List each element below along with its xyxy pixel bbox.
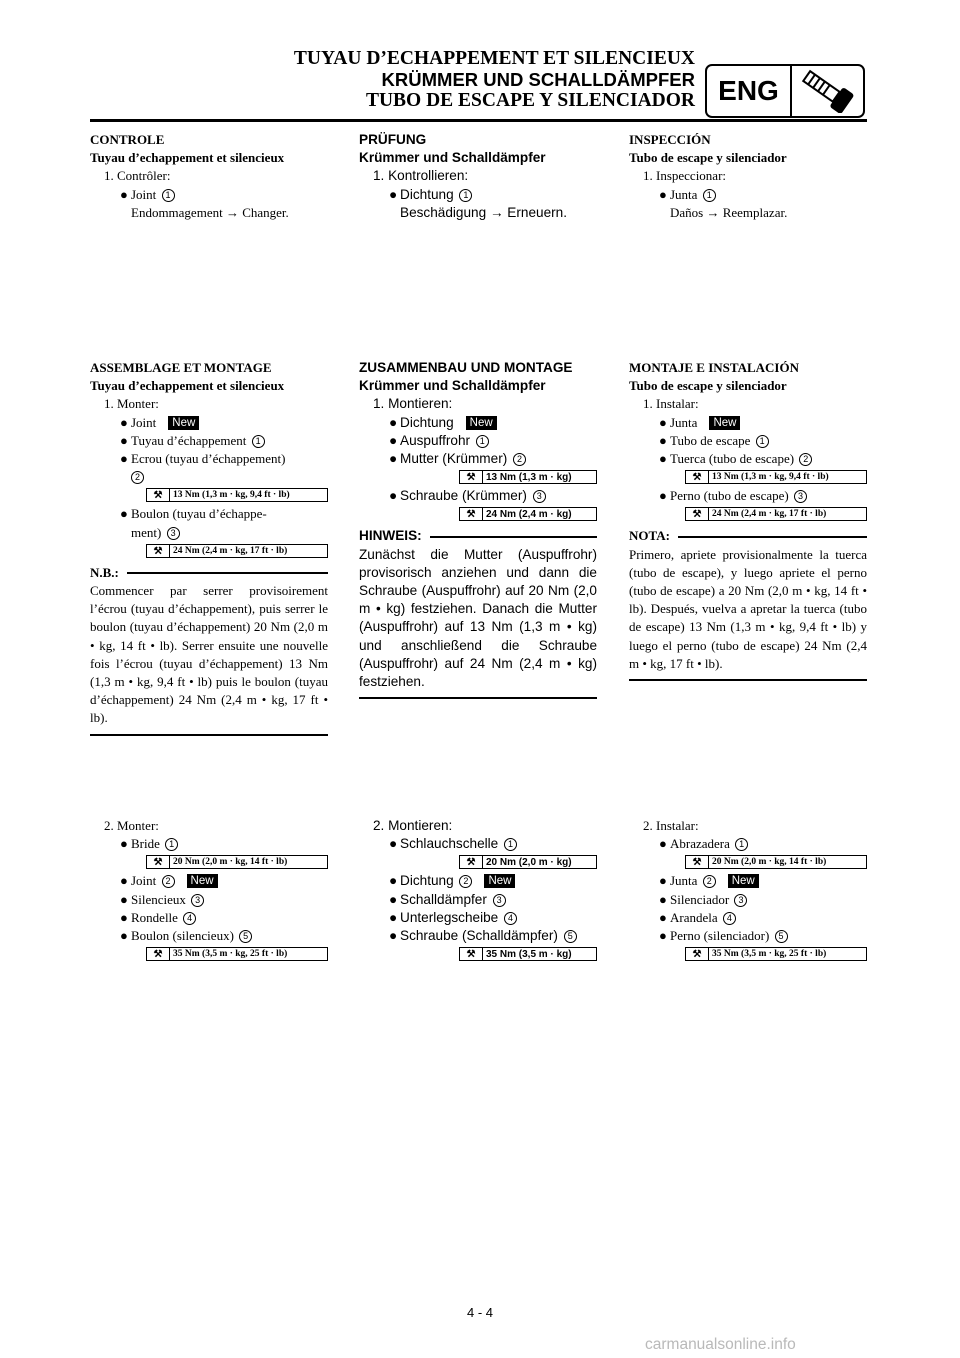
- detail: Daños → Reemplazar.: [670, 204, 788, 220]
- list-item: ● Schlauchschelle 1: [359, 835, 597, 853]
- new-badge: New: [728, 874, 759, 888]
- section-title: ASSEMBLAGE ET MONTAGE: [90, 360, 272, 375]
- section-title: CONTROLE: [90, 132, 165, 147]
- new-badge: New: [168, 416, 199, 430]
- list-item: ● Arandela 4: [629, 909, 867, 927]
- list-item: ● Perno (tubo de escape) 3: [629, 487, 867, 505]
- list-item-cont: ment) 3: [90, 524, 328, 542]
- torque-spec: ⚒ 13 Nm (1,3 m · kg): [459, 470, 597, 484]
- list-item: ● Junta 1: [629, 186, 867, 204]
- section-badge: [705, 64, 865, 118]
- note-end-rule: [90, 734, 328, 736]
- es-montaje: [629, 359, 867, 681]
- wrench-icon: ⚒: [147, 489, 170, 501]
- list-item: ● Schraube (Schalldämpfer) 5: [359, 927, 597, 945]
- list-item: ● Joint New: [90, 414, 328, 432]
- detail: Endommagement → Changer.: [131, 204, 289, 220]
- note-text: Primero, apriete provisionalmente la tuerca (tubo de escape), y luego apriete el perno (tubo de escape) a 20 Nm (2,0 m • kg, 14 ft • lb). Después, vuelva a apretar la tuerca (tubo de escape) 13 Nm (1,3 m • kg, 9,4 ft • lb) y luego el perno (tubo de escape) 24 Nm (2,4 m • kg, 17 ft • lb).: [629, 546, 867, 671]
- new-badge: New: [484, 874, 515, 888]
- torque-spec: ⚒ 20 Nm (2,0 m · kg): [459, 855, 597, 869]
- step: 1. Contrôler:: [104, 168, 171, 184]
- new-badge: New: [187, 874, 218, 888]
- note-header: NOTA:: [629, 527, 867, 545]
- list-item: ● Dichtung 1: [359, 186, 597, 204]
- wrench-icon: ⚒: [147, 545, 170, 557]
- list-item: ● Tuyau d’échappement 1: [90, 432, 328, 450]
- section-subtitle: Tuyau d’echappement et silencieux: [90, 378, 285, 394]
- torque-spec: ⚒ 35 Nm (3,5 m · kg, 25 ft · lb): [146, 947, 328, 961]
- torque-spec: ⚒ 20 Nm (2,0 m · kg, 14 ft · lb): [146, 855, 328, 869]
- page-header: [120, 48, 695, 111]
- header-rule: [90, 119, 867, 122]
- es-inspeccion: [629, 131, 867, 222]
- section-title: PRÜFUNG: [359, 132, 427, 147]
- torque-spec: ⚒ 13 Nm (1,3 m · kg, 9,4 ft · lb): [146, 488, 328, 502]
- list-item: ● Silenciador 3: [629, 891, 867, 909]
- watermark: carmanualsonline.info: [645, 1336, 796, 1353]
- page-number: 4 - 4: [466, 1305, 493, 1320]
- fr-assemblage: [90, 359, 328, 736]
- eng-label: ENG: [707, 66, 792, 116]
- wrench-icon: ⚒: [686, 948, 709, 960]
- note-end-rule: [629, 679, 867, 681]
- list-item: ● Rondelle 4: [90, 909, 328, 927]
- section-title: ZUSAMMENBAU UND MONTAGE: [359, 360, 573, 375]
- wrench-icon: ⚒: [147, 856, 170, 868]
- de-zusammenbau: [359, 359, 597, 699]
- section-subtitle: Tuyau d’echappement et silencieux: [90, 150, 285, 166]
- note-text: Zunächst die Mutter (Auspuffrohr) provisorisch anziehen und dann die Schraube (Auspuffrohr) auf 20 Nm (2,0 m • kg) festziehen. Danach die Mutter (Auspuffrohr) auf 13 Nm (1,3 m • kg) und anschließend die Schraube (Auspuffrohr) auf 24 Nm (2,4 m • kg) festziehen.: [359, 546, 597, 690]
- de-pruefung: [359, 131, 597, 222]
- fr-monter-2: [90, 817, 328, 964]
- step: 1. Monter:: [104, 396, 159, 412]
- step: 2. Monter:: [104, 818, 159, 833]
- section-subtitle: Krümmer und Schalldämpfer: [359, 150, 546, 166]
- torque-spec: ⚒ 24 Nm (2,4 m · kg, 17 ft · lb): [146, 544, 328, 558]
- section-subtitle: Tubo de escape y silenciador: [629, 378, 787, 394]
- step: 1. Instalar:: [643, 396, 699, 412]
- section-subtitle: Krümmer und Schalldämpfer: [359, 378, 546, 394]
- list-item: ● Tuerca (tubo de escape) 2: [629, 450, 867, 468]
- torque-spec: ⚒ 20 Nm (2,0 m · kg, 14 ft · lb): [685, 855, 867, 869]
- list-item: ● Auspuffrohr 1: [359, 432, 597, 450]
- title-de: KRÜMMER UND SCHALLDÄMPFER: [381, 69, 695, 90]
- wrench-icon: ⚒: [686, 856, 709, 868]
- wrench-icon: ⚒: [460, 471, 483, 483]
- list-item: ● Boulon (tuyau d’échappe-: [120, 506, 267, 522]
- title-fr: TUYAU D’ECHAPPEMENT ET SILENCIEUX: [293, 48, 695, 69]
- list-item: ● Joint 1: [90, 186, 328, 204]
- engine-bolt-icon: [792, 66, 863, 116]
- step: 1. Kontrollieren:: [373, 168, 469, 184]
- wrench-icon: ⚒: [686, 508, 709, 520]
- list-item: ● Joint 2 New: [90, 872, 328, 890]
- list-item: ● Dichtung New: [359, 414, 597, 432]
- section-subtitle: Tubo de escape y silenciador: [629, 150, 787, 166]
- list-item: ● Schalldämpfer 3: [359, 891, 597, 909]
- step: 2. Instalar:: [643, 818, 699, 833]
- wrench-icon: ⚒: [460, 508, 483, 520]
- list-item: ● Junta New: [629, 414, 867, 432]
- list-item: ● Junta 2 New: [629, 872, 867, 890]
- callout: 2: [90, 468, 328, 486]
- list-item: ● Tubo de escape 1: [629, 432, 867, 450]
- title-es: TUBO DE ESCAPE Y SILENCIADOR: [365, 90, 695, 111]
- list-item: ● Silencieux 3: [90, 891, 328, 909]
- section-title: INSPECCIÓN: [629, 132, 711, 147]
- list-item: ● Boulon (silencieux) 5: [90, 927, 328, 945]
- torque-spec: ⚒ 24 Nm (2,4 m · kg): [459, 507, 597, 521]
- note-header: HINWEIS:: [359, 527, 597, 545]
- new-badge: New: [466, 416, 497, 430]
- wrench-icon: ⚒: [686, 471, 709, 483]
- torque-spec: ⚒ 24 Nm (2,4 m · kg, 17 ft · lb): [685, 507, 867, 521]
- note-end-rule: [359, 697, 597, 699]
- es-instalar-2: [629, 817, 867, 964]
- step: 1. Inspeccionar:: [643, 168, 727, 184]
- note-text: Commencer par serrer provisoirement l’écrou (tuyau d’échappement), puis serrer le boulon (tuyau d’échappement) 20 Nm (2,0 m • kg, 14 ft • lb). Serrer ensuite une nouvelle fois l’écrou (tuyau d’échappement) 13 Nm (1,3 m • kg, 9,4 ft • lb) puis le boulon (tuyau d’échappement) 24 Nm (2,4 m • kg, 17 ft • lb).: [90, 583, 328, 726]
- fr-controle: [90, 131, 328, 222]
- list-item: ● Bride 1: [90, 835, 328, 853]
- torque-spec: ⚒ 13 Nm (1,3 m · kg, 9,4 ft · lb): [685, 470, 867, 484]
- wrench-icon: ⚒: [460, 948, 483, 960]
- list-item: ● Unterlegscheibe 4: [359, 909, 597, 927]
- de-montieren-2: [359, 817, 597, 964]
- wrench-icon: ⚒: [147, 948, 170, 960]
- torque-spec: ⚒ 35 Nm (3,5 m · kg, 25 ft · lb): [685, 947, 867, 961]
- new-badge: New: [709, 416, 740, 430]
- detail: Beschädigung → Erneuern.: [400, 204, 568, 220]
- torque-spec: ⚒ 35 Nm (3,5 m · kg): [459, 947, 597, 961]
- section-title: MONTAJE E INSTALACIÓN: [629, 360, 799, 375]
- list-item: ● Ecrou (tuyau d’échappement): [120, 451, 286, 467]
- list-item: ● Schraube (Krümmer) 3: [359, 487, 597, 505]
- list-item: ● Dichtung 2 New: [359, 872, 597, 890]
- wrench-icon: ⚒: [460, 856, 483, 868]
- note-header: N.B.:: [90, 564, 328, 582]
- step: 2. Montieren:: [373, 818, 453, 833]
- list-item: ● Mutter (Krümmer) 2: [359, 450, 597, 468]
- list-item: ● Perno (silenciador) 5: [629, 927, 867, 945]
- list-item: ● Abrazadera 1: [629, 835, 867, 853]
- step: 1. Montieren:: [373, 396, 453, 412]
